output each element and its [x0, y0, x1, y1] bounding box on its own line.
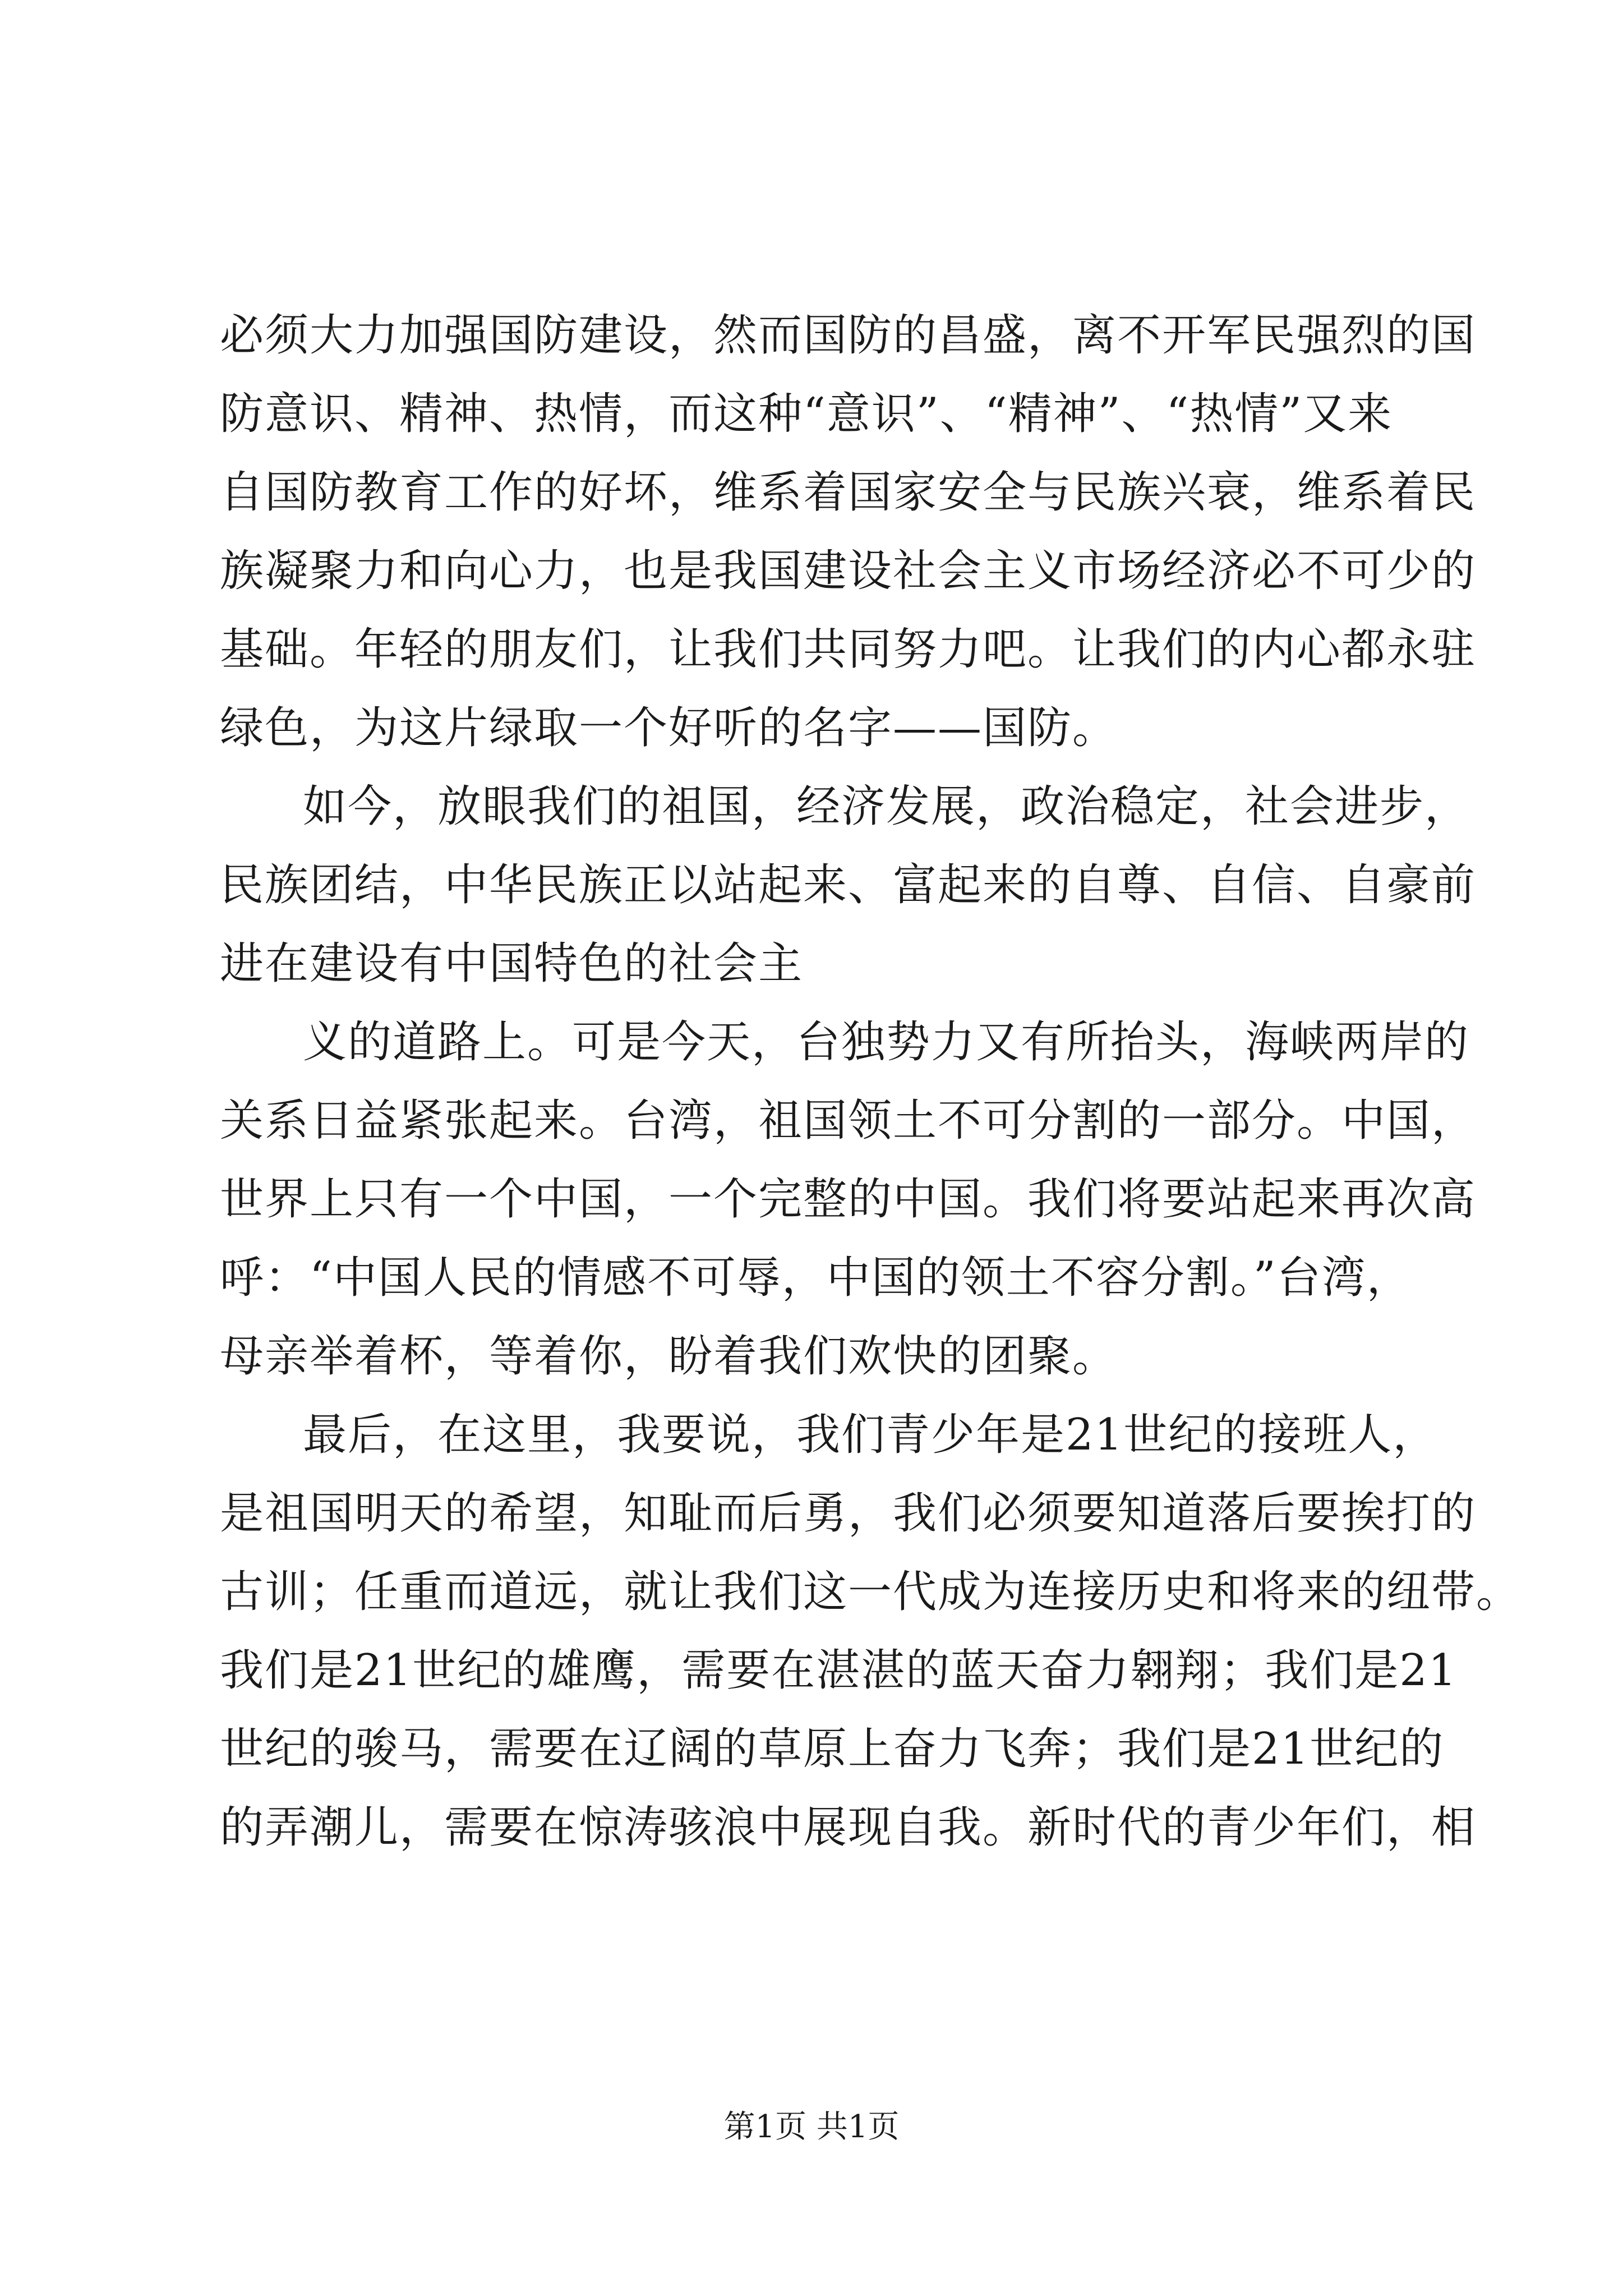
page-number: 第1页 共1页 [723, 2109, 900, 2145]
text-line: 关系日益紧张起来。台湾，祖国领土不可分割的一部分。中国， [220, 1096, 1477, 1146]
text-line: 进在建设有中国特色的社会主 [220, 938, 804, 989]
text-line: 自国防教育工作的好坏，维系着国家安全与民族兴衰，维系着民 [220, 467, 1477, 518]
text-line: 基础。年轻的朋友们，让我们共同努力吧。让我们的内心都永驻 [220, 624, 1477, 675]
text-line: 义的道路上。可是今天，台独势力又有所抬头，海峡两岸的 [303, 1017, 1470, 1068]
text-line: 我们是21世纪的雄鹰，需要在湛湛的蓝天奋力翱翔；我们是21 [220, 1645, 1458, 1696]
text-line: 民族团结，中华民族正以站起来、富起来的自尊、自信、自豪前 [220, 860, 1477, 910]
text-line: 绿色，为这片绿取一个好听的名字——国防。 [220, 703, 1118, 753]
text-line: 世纪的骏马，需要在辽阔的草原上奋力飞奔；我们是21世纪的 [220, 1724, 1445, 1774]
text-line: 最后，在这里，我要说，我们青少年是21世纪的接班人， [303, 1410, 1438, 1460]
text-line: 必须大力加强国防建设，然而国防的昌盛，离不开军民强烈的国 [220, 310, 1477, 361]
text-line: 防意识、精神、热情，而这种“意识”、“精神”、“热情”又来 [220, 389, 1393, 439]
text-line: 如今，放眼我们的祖国，经济发展，政治稳定，社会进步， [303, 781, 1470, 832]
text-line: 呼：“中国人民的情感不可辱，中国的领土不容分割。”台湾， [220, 1253, 1412, 1303]
text-line: 的弄潮儿，需要在惊涛骇浪中展现自我。新时代的青少年们，相 [220, 1802, 1477, 1853]
text-line: 世界上只有一个中国，一个完整的中国。我们将要站起来再次高 [220, 1174, 1477, 1225]
text-line: 族凝聚力和向心力，也是我国建设社会主义市场经济必不可少的 [220, 546, 1477, 596]
text-line: 是祖国明天的希望，知耻而后勇，我们必须要知道落后要挨打的 [220, 1488, 1477, 1539]
text-line: 古训；任重而道远，就让我们这一代成为连接历史和将来的纽带。 [220, 1567, 1521, 1617]
text-line: 母亲举着杯，等着你，盼着我们欢快的团聚。 [220, 1331, 1118, 1382]
